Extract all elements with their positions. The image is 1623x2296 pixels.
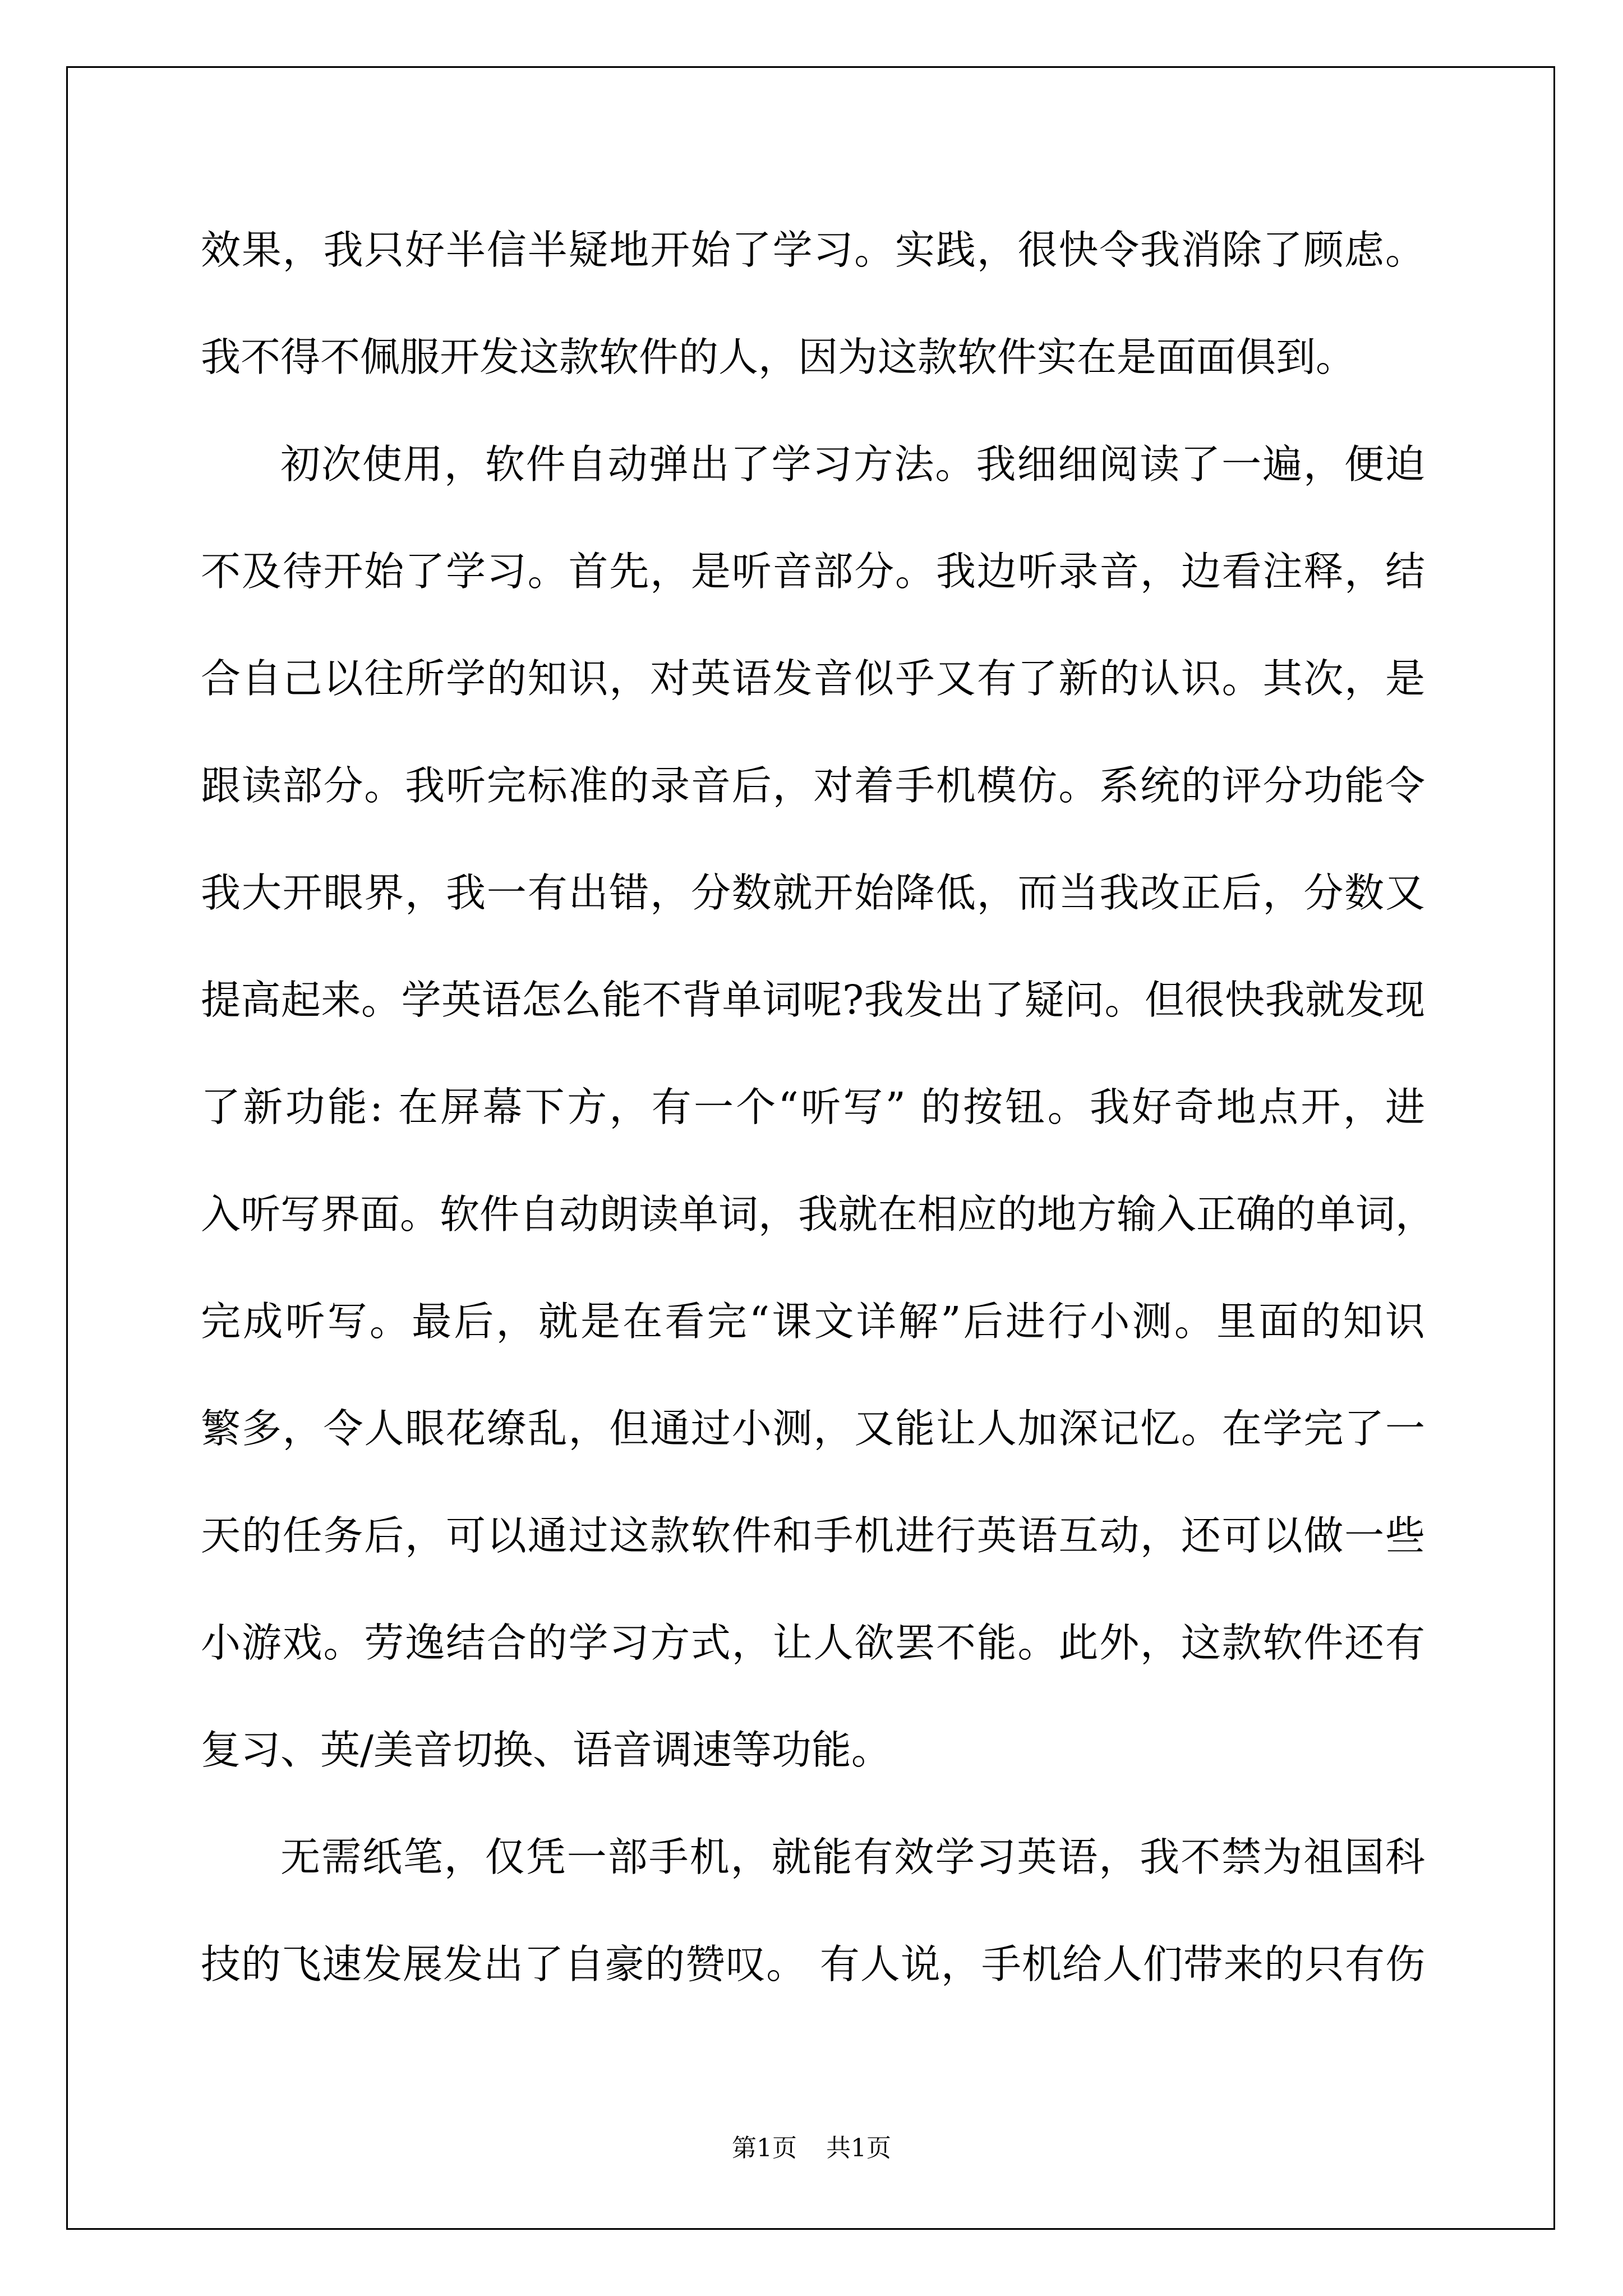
body-line: 无需纸笔，仅凭一部手机，就能有效学习英语，我不禁为祖国科: [280, 1834, 1425, 1880]
page-footer: [0, 2133, 1623, 2164]
body-line: 完成听写。最后，就是在看完“课文详解”后进行小测。里面的知识: [201, 1298, 1425, 1345]
page-number-label: 第1页: [732, 2134, 797, 2162]
body-line: 效果，我只好半信半疑地开始了学习。实践，很快令我消除了顾虑。: [201, 227, 1425, 273]
body-line: 复习、英/美音切换、语音调速等功能。: [201, 1727, 891, 1773]
body-paragraph: [201, 1803, 1425, 2018]
body-line: 提高起来。学英语怎么能不背单词呢?我发出了疑问。但很快我就发现: [201, 977, 1425, 1023]
body-paragraph: [201, 411, 1436, 1803]
body-line: 小游戏。劳逸结合的学习方式，让人欲罢不能。此外，这款软件还有: [201, 1619, 1425, 1666]
body-line: 繁多，令人眼花缭乱，但通过小测，又能让人加深记忆。在学完了一: [201, 1405, 1425, 1452]
body-line: 我大开眼界，我一有出错，分数就开始降低，而当我改正后，分数又: [201, 869, 1425, 916]
body-line: 入听写界面。软件自动朗读单词，我就在相应的地方输入正确的单词，: [201, 1191, 1436, 1237]
body-line: 初次使用，软件自动弹出了学习方法。我细细阅读了一遍，便迫: [280, 441, 1425, 487]
body-line: 跟读部分。我听完标准的录音后，对着手机模仿。系统的评分功能令: [201, 762, 1425, 809]
body-line: 不及待开始了学习。首先，是听音部分。我边听录音，边看注释，结: [201, 548, 1425, 595]
body-paragraph: [201, 196, 1425, 411]
body-line: 了新功能: 在屏幕下方，有一个“听写” 的按钮。我好奇地点开，进: [201, 1084, 1425, 1130]
body-line: 技的飞速发展发出了自豪的赞叹。 有人说，手机给人们带来的只有伤: [201, 1941, 1425, 1987]
document-body: [201, 196, 1436, 2018]
body-line: 我不得不佩服开发这款软件的人，因为这款软件实在是面面俱到。: [201, 334, 1356, 380]
page-total-label: 共1页: [826, 2134, 891, 2162]
body-line: 天的任务后，可以通过这款软件和手机进行英语互动，还可以做一些: [201, 1512, 1425, 1559]
body-line: 合自己以往所学的知识，对英语发音似乎又有了新的认识。其次，是: [201, 655, 1425, 702]
